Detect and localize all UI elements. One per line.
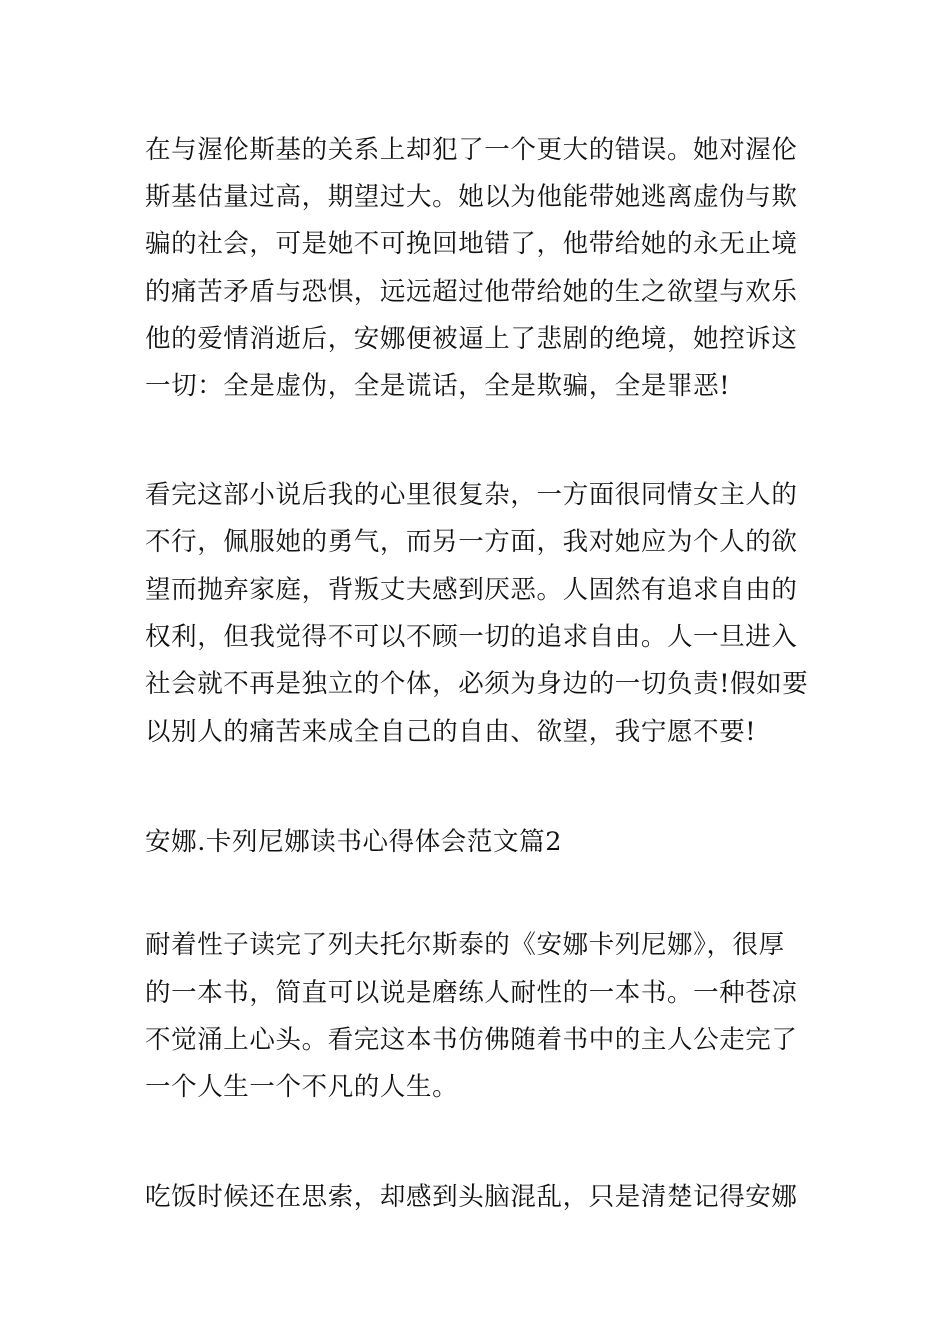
text-line: 的一本书，简直可以说是磨练人耐性的一本书。一种苍凉 [145, 978, 798, 1008]
text-line: 不行，佩服她的勇气，而另一方面，我对她应为个人的欲 [145, 527, 798, 557]
text-line: 望而抛弃家庭，背叛丈夫感到厌恶。人固然有追求自由的 [145, 575, 798, 605]
text-line: 不觉涌上心头。看完这本书仿佛随着书中的主人公走完了 [145, 1025, 798, 1055]
text-line: 一切：全是虚伪，全是谎话，全是欺骗，全是罪恶! [145, 371, 731, 401]
text-line: 耐着性子读完了列夫托尔斯泰的《安娜卡列尼娜》，很厚 [145, 930, 785, 960]
section-heading: 安娜.卡列尼娜读书心得体会范文篇2 [145, 827, 563, 857]
text-line: 一个人生一个不凡的人生。 [145, 1072, 459, 1102]
text-line: 看完这部小说后我的心里很复杂，一方面很同情女主人的 [145, 480, 798, 510]
text-line: 以别人的痛苦来成全自己的自由、欲望，我宁愿不要! [145, 717, 757, 747]
text-line: 他的爱情消逝后，安娜便被逼上了悲剧的绝境，她控诉这 [145, 324, 798, 354]
text-line: 斯基估量过高，期望过大。她以为他能带她逃离虚伪与欺 [145, 182, 798, 212]
text-line: 在与渥伦斯基的关系上却犯了一个更大的错误。她对渥伦 [145, 135, 798, 165]
text-line: 吃饭时候还在思索，却感到头脑混乱，只是清楚记得安娜 [145, 1182, 798, 1212]
text-line: 的痛苦矛盾与恐惧，远远超过他带给她的生之欲望与欢乐 [145, 277, 798, 307]
text-line: 权利，但我觉得不可以不顾一切的追求自由。人一旦进入 [145, 622, 798, 652]
text-line: 社会就不再是独立的个体，必须为身边的一切负责!假如要 [145, 669, 809, 699]
text-line: 骗的社会，可是她不可挽回地错了，他带给她的永无止境 [145, 229, 798, 259]
